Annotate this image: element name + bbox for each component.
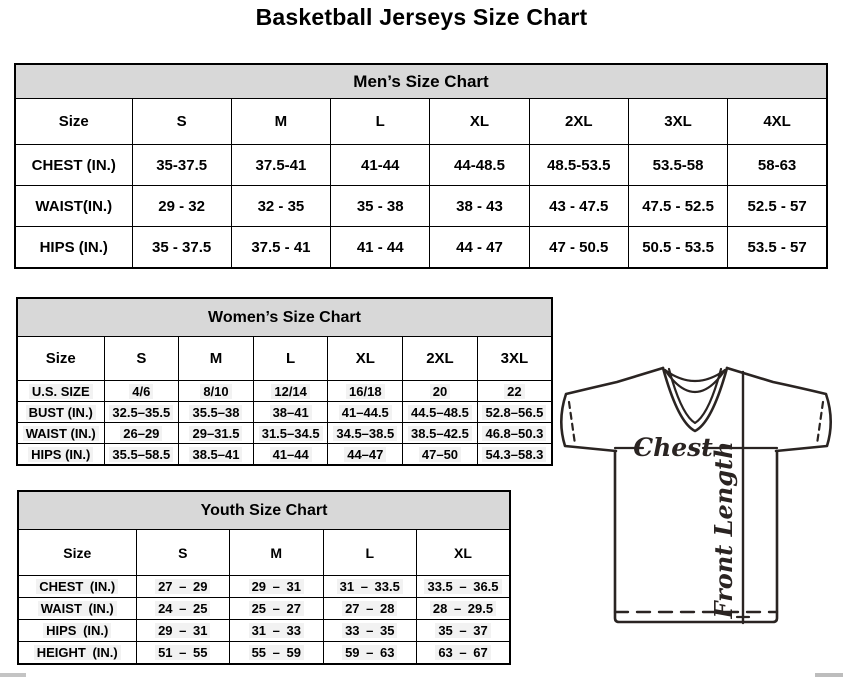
cell-value: 47 - 50.5 — [549, 238, 609, 256]
cell-value: 52.5 - 57 — [747, 197, 807, 215]
cell — [179, 381, 254, 402]
table-row — [17, 423, 552, 444]
row-label — [17, 444, 104, 466]
cell-value: 33.5 – 36.5 — [424, 579, 501, 594]
cell — [253, 444, 328, 466]
cell-value: 44-48.5 — [454, 156, 505, 174]
cell-value: 32.5–35.5 — [109, 405, 173, 420]
table-header-row — [17, 337, 552, 381]
front-length-label: Front Length — [709, 441, 738, 619]
cell — [328, 444, 403, 466]
cell — [477, 423, 552, 444]
column-header: S — [104, 337, 179, 381]
horizontal-scrollbar-left-fragment[interactable] — [0, 673, 26, 677]
column-header: 3XL — [477, 337, 552, 381]
cell-value: 38–41 — [270, 405, 312, 420]
cell — [179, 444, 254, 466]
cell — [728, 186, 827, 227]
column-header: XL — [430, 99, 529, 145]
jersey-measurement-diagram — [556, 356, 842, 632]
cell-value: 31.5–34.5 — [259, 426, 323, 441]
cell-value: 27 – 28 — [342, 601, 397, 616]
cell — [104, 402, 179, 423]
column-header: 2XL — [529, 99, 628, 145]
cell-value: 53.5-58 — [652, 156, 704, 174]
cell — [323, 598, 417, 620]
cell-value: 29 - 32 — [158, 197, 205, 215]
cell — [728, 227, 827, 269]
cell — [628, 145, 727, 186]
cell-value: 25 – 27 — [249, 601, 304, 616]
row-label-text: WAIST (IN.) — [23, 426, 99, 441]
column-header: Size — [17, 337, 104, 381]
cell — [529, 186, 628, 227]
cell-value: 41-44 — [361, 156, 400, 174]
cell — [331, 145, 430, 186]
cell — [132, 186, 231, 227]
cell-value: 33 – 35 — [342, 623, 397, 638]
cell-value: 27 – 29 — [155, 579, 210, 594]
cell-value: 41–44 — [270, 447, 312, 462]
cell — [230, 576, 324, 598]
cell — [104, 381, 179, 402]
cell-value: 12/14 — [271, 384, 310, 399]
cell — [136, 576, 230, 598]
row-label-text: WAIST(IN.) — [35, 197, 113, 215]
cell — [323, 642, 417, 665]
cell — [136, 620, 230, 642]
row-label — [15, 227, 132, 269]
table-row — [18, 642, 510, 665]
table-row — [17, 444, 552, 466]
table-row — [18, 620, 510, 642]
table-row — [18, 598, 510, 620]
cell — [728, 145, 827, 186]
column-header: M — [179, 337, 254, 381]
cell-value: 35.5–58.5 — [109, 447, 173, 462]
cell-value: 59 – 63 — [342, 645, 397, 660]
cell-value: 34.5–38.5 — [333, 426, 397, 441]
cell-value: 38 - 43 — [456, 197, 503, 215]
cell-value: 20 — [430, 384, 450, 399]
cell-value: 63 – 67 — [435, 645, 490, 660]
cell-value: 55 – 59 — [249, 645, 304, 660]
cell-value: 51 – 55 — [155, 645, 210, 660]
mens-size-chart — [14, 63, 828, 269]
cell-value: 41–44.5 — [339, 405, 392, 420]
column-header: L — [323, 530, 417, 576]
cell — [430, 227, 529, 269]
table-header-row — [18, 530, 510, 576]
chest-label: Chest — [633, 433, 713, 462]
table-title: Youth Size Chart — [18, 491, 510, 530]
cell-value: 35.5–38 — [189, 405, 242, 420]
row-label — [18, 598, 136, 620]
cell — [231, 145, 330, 186]
cell — [430, 145, 529, 186]
womens-size-chart — [16, 297, 553, 466]
cell — [104, 444, 179, 466]
table-title: Women’s Size Chart — [17, 298, 552, 337]
cell-value: 53.5 - 57 — [747, 238, 807, 256]
table-row — [18, 576, 510, 598]
cell-value: 44–47 — [344, 447, 386, 462]
right-cuff-dashed-seam — [817, 402, 823, 444]
cell-value: 16/18 — [346, 384, 385, 399]
cell — [253, 381, 328, 402]
cell-value: 41 - 44 — [356, 238, 404, 256]
cell — [132, 227, 231, 269]
column-header: M — [231, 99, 330, 145]
row-label — [18, 576, 136, 598]
table-row — [15, 145, 827, 186]
cell-value: 4/6 — [129, 384, 153, 399]
cell — [230, 598, 324, 620]
cell-value: 8/10 — [200, 384, 231, 399]
cell — [230, 620, 324, 642]
row-label-text: CHEST (IN.) — [31, 156, 116, 174]
youth-size-chart — [17, 490, 511, 665]
row-label — [18, 642, 136, 665]
column-header: Size — [15, 99, 132, 145]
cell — [253, 423, 328, 444]
cell — [323, 620, 417, 642]
cell-value: 31 – 33.5 — [337, 579, 403, 594]
row-label — [18, 620, 136, 642]
cell — [328, 402, 403, 423]
column-header: XL — [417, 530, 511, 576]
cell-value: 35 - 37.5 — [152, 238, 212, 256]
cell — [417, 576, 511, 598]
cell-value: 52.8–56.5 — [482, 405, 546, 420]
table-title: Men’s Size Chart — [15, 64, 827, 99]
cell-value: 37.5 - 41 — [251, 238, 311, 256]
cell — [253, 402, 328, 423]
cell — [132, 145, 231, 186]
cell-value: 29 – 31 — [155, 623, 210, 638]
row-label-text: HIPS (IN.) — [43, 623, 111, 638]
cell — [628, 227, 727, 269]
table-row — [17, 381, 552, 402]
cell-value: 44 - 47 — [456, 238, 503, 256]
cell-value: 31 – 33 — [249, 623, 304, 638]
cell — [323, 576, 417, 598]
horizontal-scrollbar-right-fragment[interactable] — [815, 673, 843, 677]
v-neck-collar-outer — [663, 368, 727, 431]
table-row — [17, 402, 552, 423]
cell — [529, 227, 628, 269]
cell — [628, 186, 727, 227]
cell-value: 43 - 47.5 — [549, 197, 609, 215]
cell — [477, 381, 552, 402]
cell — [403, 423, 478, 444]
column-header: Size — [18, 530, 136, 576]
mens-size-chart-table — [14, 63, 828, 269]
table-title-row — [15, 64, 827, 99]
cell — [328, 423, 403, 444]
row-label-text: CHEST (IN.) — [36, 579, 118, 594]
cell — [179, 402, 254, 423]
cell-value: 29 – 31 — [249, 579, 304, 594]
cell-value: 44.5–48.5 — [408, 405, 472, 420]
cell-value: 29–31.5 — [189, 426, 242, 441]
cell — [179, 423, 254, 444]
table-row — [15, 186, 827, 227]
column-header: XL — [328, 337, 403, 381]
cell-value: 54.3–58.3 — [482, 447, 546, 462]
column-header: 2XL — [403, 337, 478, 381]
row-label-text: BUST (IN.) — [26, 405, 96, 420]
page-title: Basketball Jerseys Size Chart — [255, 4, 588, 30]
column-header: S — [132, 99, 231, 145]
row-label — [17, 423, 104, 444]
cell-value: 58-63 — [757, 156, 797, 174]
cell-value: 35 - 38 — [356, 197, 404, 215]
cell — [331, 186, 430, 227]
table-title-row — [17, 298, 552, 337]
cell-value: 46.8–50.3 — [482, 426, 546, 441]
cell-value: 47.5 - 52.5 — [642, 197, 714, 215]
cell-value: 28 – 29.5 — [430, 601, 496, 616]
row-label — [15, 186, 132, 227]
cell — [136, 642, 230, 665]
cell — [477, 402, 552, 423]
row-label — [15, 145, 132, 186]
cell — [417, 620, 511, 642]
cell — [403, 381, 478, 402]
cell — [477, 444, 552, 466]
cell — [417, 598, 511, 620]
cell — [230, 642, 324, 665]
cell-value: 50.5 - 53.5 — [642, 238, 714, 256]
column-header: M — [230, 530, 324, 576]
cell-value: 24 – 25 — [155, 601, 210, 616]
jersey-body — [615, 451, 777, 622]
row-label-text: U.S. SIZE — [29, 384, 93, 399]
column-header: L — [253, 337, 328, 381]
cell-value: 47–50 — [419, 447, 461, 462]
cell — [417, 642, 511, 665]
cell-value: 38.5–41 — [189, 447, 242, 462]
youth-size-chart-table — [17, 490, 511, 665]
column-header: 3XL — [628, 99, 727, 145]
row-label-text: HIPS (IN.) — [39, 238, 108, 256]
row-label-text: WAIST (IN.) — [38, 601, 117, 616]
cell — [231, 227, 330, 269]
womens-size-chart-table — [16, 297, 553, 466]
row-label — [17, 402, 104, 423]
cell — [403, 444, 478, 466]
left-cuff-dashed-seam — [569, 402, 575, 444]
cell — [104, 423, 179, 444]
cell-value: 22 — [504, 384, 524, 399]
table-header-row — [15, 99, 827, 145]
cell-value: 37.5-41 — [255, 156, 307, 174]
row-label-text: HIPS (IN.) — [28, 447, 93, 462]
cell — [430, 186, 529, 227]
table-row — [15, 227, 827, 269]
table-title-row — [18, 491, 510, 530]
cell-value: 48.5-53.5 — [547, 156, 611, 174]
cell — [403, 402, 478, 423]
column-header: S — [136, 530, 230, 576]
cell-value: 35 – 37 — [435, 623, 490, 638]
cell — [328, 381, 403, 402]
cell-value: 26–29 — [120, 426, 162, 441]
cell-value: 32 - 35 — [257, 197, 305, 215]
column-header: L — [331, 99, 430, 145]
cell — [231, 186, 330, 227]
cell — [136, 598, 230, 620]
row-label — [17, 381, 104, 402]
cell-value: 38.5–42.5 — [408, 426, 472, 441]
cell — [331, 227, 430, 269]
cell — [529, 145, 628, 186]
column-header: 4XL — [728, 99, 827, 145]
collar-rib-arc-shallow — [665, 370, 725, 381]
row-label-text: HEIGHT (IN.) — [34, 645, 121, 660]
cell-value: 35-37.5 — [156, 156, 208, 174]
